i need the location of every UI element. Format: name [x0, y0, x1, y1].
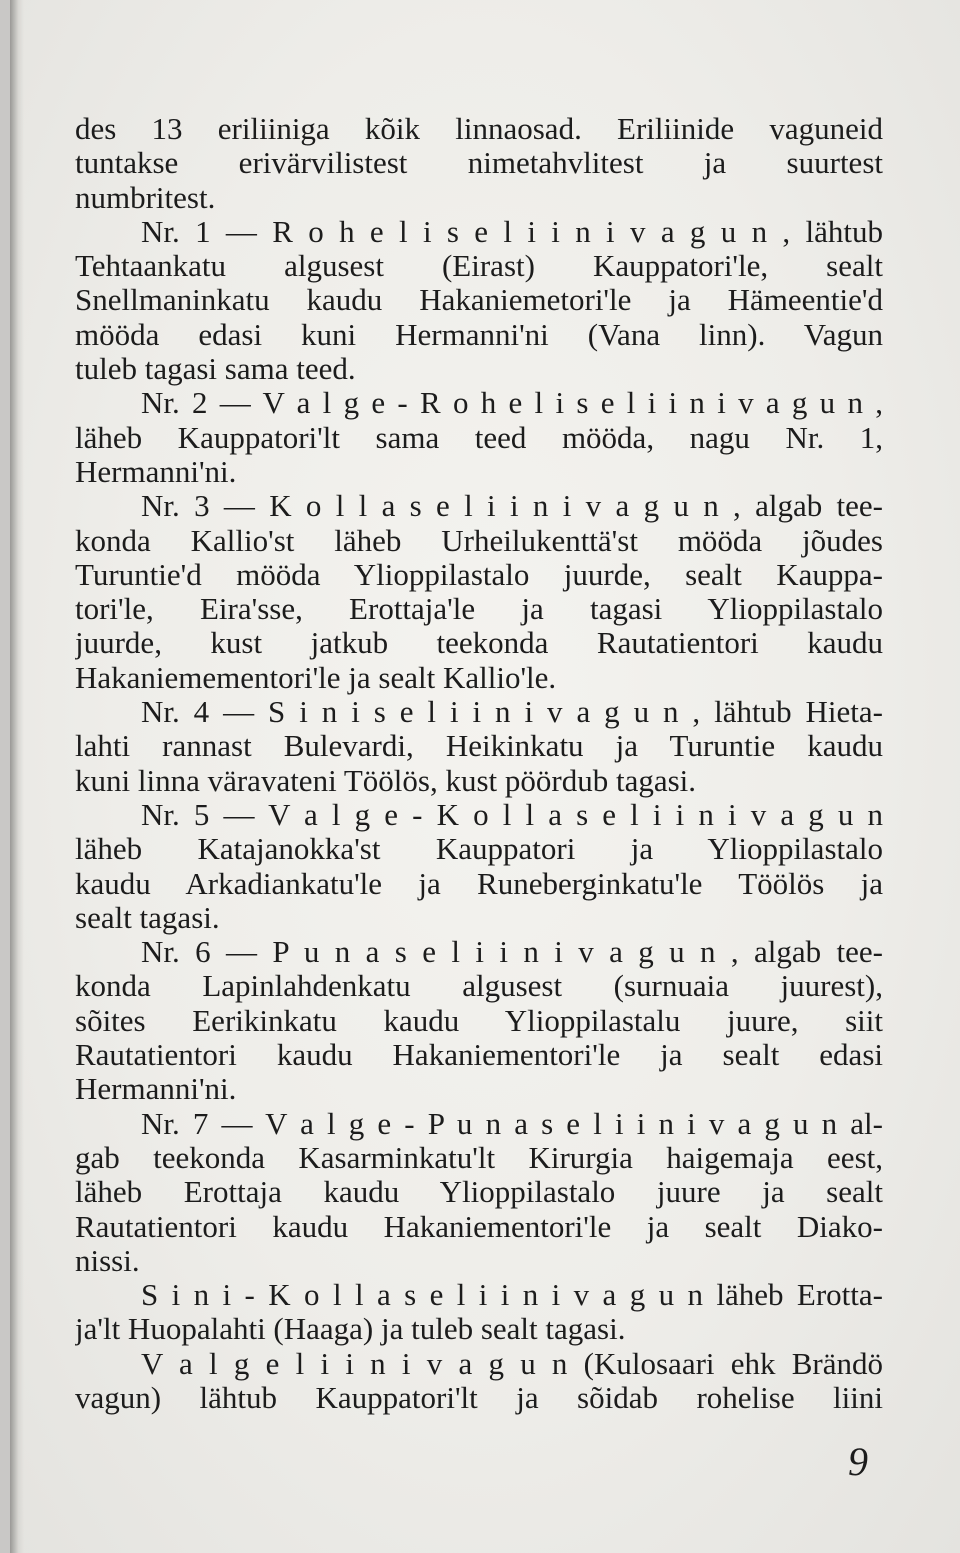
- book-page: [10, 0, 960, 1553]
- text-line: Nr. 5 — V a l g e - K o l l a s e l i i n i v a g u n: [141, 797, 883, 832]
- page-edge-shadow: [10, 0, 24, 1553]
- text-line: tuntakse erivärvilistest nimetahvlitest ja suurtest: [75, 146, 883, 181]
- page-number: 9: [848, 1439, 868, 1484]
- text-line: Turuntie'd mööda Ylioppilastalo juurde, sealt Kauppa-: [75, 557, 883, 592]
- text-line: S i n i - K o l l a s e l i i n i v a g u n läheb Erotta-: [141, 1278, 883, 1313]
- text-line: tori'le, Eira'sse, Erottaja'le ja tagasi Ylioppilastalo: [75, 592, 883, 627]
- text-line: vagun) lähtub Kauppatori'lt ja sõidab rohelise liini: [75, 1380, 883, 1415]
- text-line: läheb Kauppatori'lt sama teed mööda, nagu Nr. 1,: [75, 420, 883, 455]
- text-line: konda Kallio'st läheb Urheilukenttä'st mööda jõudes: [75, 523, 883, 558]
- text-line: Nr. 6 — P u n a s e l i i n i v a g u n , algab tee-: [141, 935, 883, 970]
- text-line: Nr. 2 — V a l g e - R o h e l i s e l i i n i v a g u n ,: [141, 386, 883, 421]
- text-line: Tehtaankatu algusest (Eirast) Kauppatori'le, sealt: [75, 249, 883, 284]
- text-line: V a l g e l i i n i v a g u n (Kulosaari ehk Brändö: [141, 1346, 883, 1381]
- text-line: lahti rannast Bulevardi, Heikinkatu ja Turuntie kaudu: [75, 729, 883, 764]
- text-line: gab teekonda Kasarminkatu'lt Kirurgia haigemaja eest,: [75, 1140, 883, 1175]
- text-line: des 13 eriliiniga kõik linnaosad. Eriliinide vaguneid: [75, 112, 883, 146]
- text-line: konda Lapinlahdenkatu algusest (surnuaia juurest),: [75, 969, 883, 1004]
- text-line: Nr. 1 — R o h e l i s e l i i n i v a g u n , lähtub: [141, 214, 883, 249]
- text-line: Hermanni'ni.: [75, 454, 237, 489]
- text-line: Hakaniemementori'le ja sealt Kallio'le.: [75, 660, 557, 695]
- text-line: Hermanni'ni.: [75, 1072, 237, 1107]
- text-line: Nr. 7 — V a l g e - P u n a s e l i i n i v a g u n al-: [141, 1106, 883, 1141]
- text-line: kuni linna väravateni Töölös, kust pöördub tagasi.: [75, 763, 697, 798]
- text-line: Rautatientori kaudu Hakaniementori'le ja sealt edasi: [75, 1038, 883, 1073]
- text-line: sõites Eerikinkatu kaudu Ylioppilastalu juure, siit: [75, 1003, 883, 1038]
- text-line: Snellmaninkatu kaudu Hakaniemetori'le ja Hämeentie'd: [75, 283, 883, 318]
- text-line: juurde, kust jatkub teekonda Rautatientori kaudu: [75, 626, 883, 661]
- text-line: numbritest.: [75, 180, 216, 215]
- text-line: Nr. 4 — S i n i s e l i i n i v a g u n , lähtub Hieta-: [141, 695, 883, 730]
- text-line: läheb Katajanokka'st Kauppatori ja Ylioppilastalo: [75, 832, 883, 867]
- text-line: tuleb tagasi sama teed.: [75, 352, 356, 387]
- body-text: [75, 112, 883, 1415]
- text-line: nissi.: [75, 1243, 140, 1278]
- text-line: mööda edasi kuni Hermanni'ni (Vana linn). Vagun: [75, 317, 883, 352]
- text-line: ja'lt Huopalahti (Haaga) ja tuleb sealt tagasi.: [75, 1312, 626, 1347]
- text-line: Rautatientori kaudu Hakaniementori'le ja sealt Diako-: [75, 1209, 883, 1244]
- text-line: kaudu Arkadiankatu'le ja Runeberginkatu'le Töölös ja: [75, 866, 883, 901]
- text-line: Nr. 3 — K o l l a s e l i i n i v a g u n , algab tee-: [141, 489, 883, 524]
- text-line: sealt tagasi.: [75, 900, 220, 935]
- text-line: läheb Erottaja kaudu Ylioppilastalo juure ja sealt: [75, 1175, 883, 1210]
